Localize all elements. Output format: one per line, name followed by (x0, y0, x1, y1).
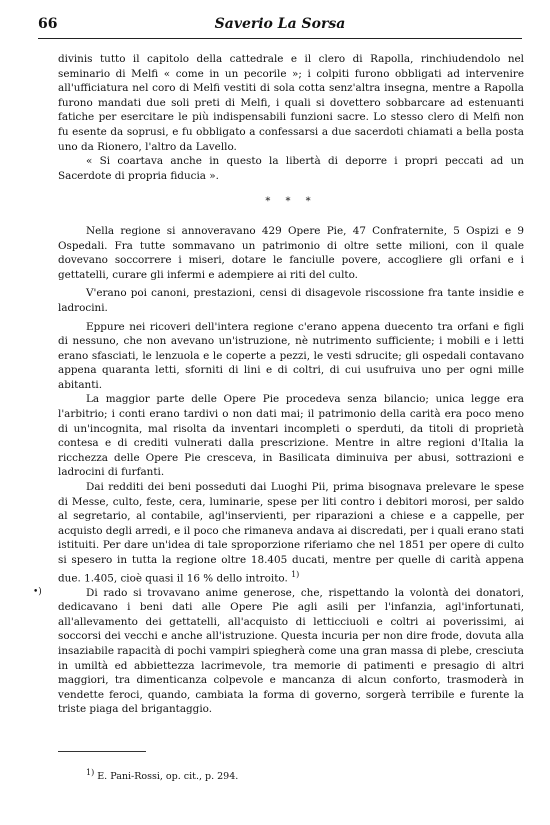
paragraph-3: Nella regione si annoveravano 429 Opere Pie, 47 Confraternite, 5 Ospizi e 9 Ospedali. Fra tutte sommavano un patrimonio di oltre sette milioni, con il quale dovevano soccorrere i miseri, dotare le fanciulle povere, accogliere gli orfani e i gettatelli, curare gli infermi e adempiere ai riti del culto. (58, 224, 524, 281)
paragraph-1: divinis tutto il capitolo della cattedrale e il clero di Rapolla, rinchiudendolo nel seminario di Melfi « come in un pecorile »; i colpiti furono obbligati ad intervenire all'ufficiatura nel coro di Melfi vestiti di sola cotta senz'altra insegna, mentre a Rapolla furono mandati due soli preti di Melfi, i quali si dovettero sobbarcare ad estenuanti fatiche per esercitare le più indispensabili funzioni sacre. Lo stesso clero di Melfi non fu esente da soprusi, e fu obbligato a confessarsi a due sacerdoti chiamati a bella posta uno da Rionero, l'altro da Lavello. (58, 53, 524, 153)
paragraph-6: La maggior parte delle Opere Pie procedeva senza bilancio; unica legge era l'arbitrio; i conti erano tardivi o non dati mai; il patrimonio della carità era poco meno di un'incognita, mal risolta da inventari incompleti o sperduti, da titoli di proprietà contesa e di crediti vulnerati dalla prescrizione. Mentre in altre regioni d'Italia la ricchezza delle Opere Pie cresceva, in Basilicata diminuiva per abusi, sottrazioni e ladrocini di furfanti. (58, 393, 524, 479)
paragraph-2: « Si coartava anche in questo la libertà di deporre i propri peccati ad un Sacerdote di propria fiducia ». (58, 155, 524, 182)
page-number: 66 (38, 16, 58, 32)
paragraph-7-text: Dai redditi dei beni posseduti dai Luoghi Pii, prima bisognava prelevare le spese di Messe, culto, feste, cera, luminarie, spese per liti contro i debitori morosi, per saldo al segretario, al contabile, agl'inservienti, per riparazioni a chiese e a cappelle, per acquisto degli arredi, e il poco che rimaneva andava ai discredati, per i quali erano stati istituiti. Per dare un'idea di tale sproporzione riferiamo che nel 1851 per opere di culto si spesero in tutta la regione oltre 18.405 ducati, mentre per quelle di carità appena due. 1.405, cioè quasi il 16 % dello introito. (58, 481, 524, 585)
running-title: Saverio La Sorsa (214, 16, 346, 32)
paragraph-7 (58, 480, 524, 586)
section-separator: * * * (265, 196, 317, 208)
body-text (58, 52, 524, 717)
footnote-mark: 1) (86, 768, 95, 777)
margin-marker: •) (33, 587, 42, 597)
paragraph-5: Eppure nei ricoveri dell'intera regione c'erano appena duecento tra orfani e figli di nessuno, che non avevano un'istruzione, nè nutrimento sufficiente; i mobili e i letti erano sfasciati, le lenzuola e le coperte a pezzi, le vesti sdrucite; gli ospedali contavano appena quaranta letti, sforniti di lini e di coltri, di cui usufruiva uno per ogni mille abitanti. (58, 320, 524, 391)
footnote-reference: 1) (291, 569, 300, 579)
footnote (86, 768, 238, 782)
paragraph-8: Di rado si trovavano anime generose, che, rispettando la volontà dei donatori, dedicavano i beni dati alle Opere Pie agli asili per l'infanzia, agl'infortunati, all'allevamento dei gettatelli, all'acquisto di letticciuoli e coltri ai poverissimi, ai soccorsi dei vecchi e anche all'istruzione. Questa incuria per non dire frode, dovuta alla insaziabile rapacità di pochi vampiri spiegherà come una gran massa di plebe, cresciuta in umiltà ed abbiettezza lacrimevole, tra memorie di patimenti e presagio di altri maggiori, tra dimenticanza colpevole e mancanza di alcun conforto, trasmoderà in vendette feroci, quando, cambiata la forma di governo, sorgerà terribile e furente la triste piaga del brigantaggio. (58, 586, 524, 716)
paragraph-4: V'erano poi canoni, prestazioni, censi di disagevole riscossione fra tante insidie e ladrocini. (58, 287, 524, 314)
footnote-text: E. Pani-Rossi, op. cit., p. 294. (97, 771, 239, 783)
footnote-divider (58, 751, 146, 752)
page-header (38, 14, 522, 39)
